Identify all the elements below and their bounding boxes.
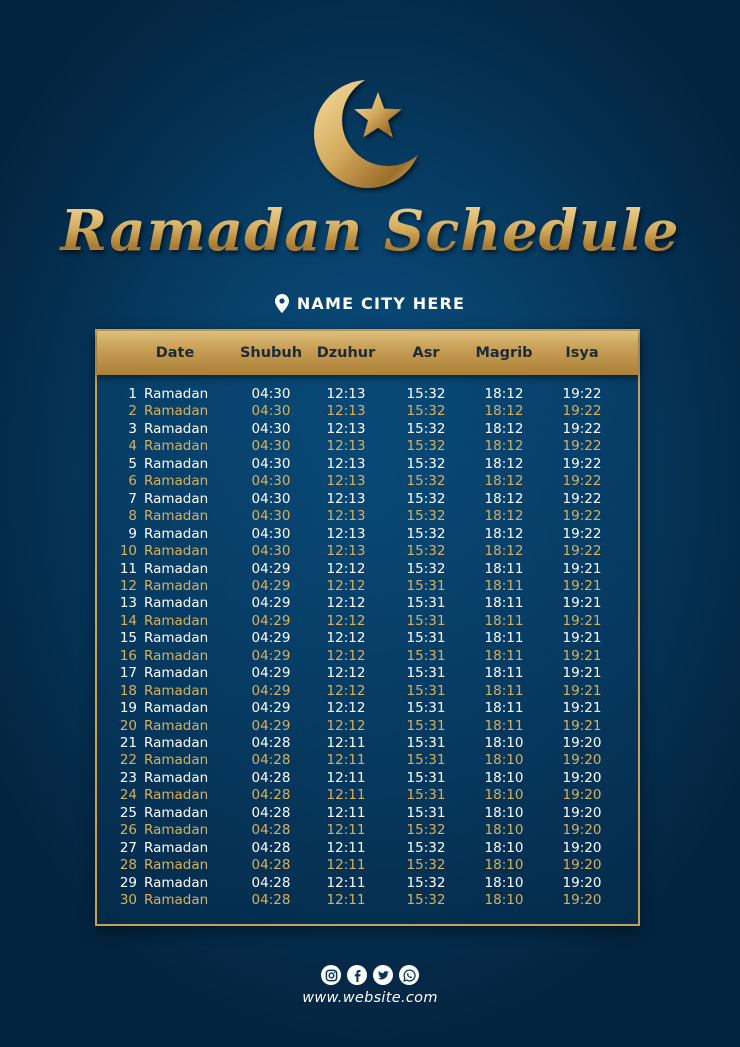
- table-row: [97, 386, 638, 403]
- row-month: Ramadan: [144, 630, 209, 647]
- row-asr: 15:32: [406, 525, 446, 542]
- row-dzuhur: 12:11: [326, 822, 366, 839]
- row-isya: 19:22: [562, 403, 602, 420]
- row-month: Ramadan: [144, 508, 209, 525]
- row-shubuh: 04:28: [251, 769, 291, 786]
- row-dzuhur: 12:12: [326, 630, 366, 647]
- row-magrib: 18:11: [484, 665, 524, 682]
- city-location: [0, 291, 740, 315]
- row-month: Ramadan: [144, 735, 209, 751]
- row-month: Ramadan: [144, 839, 209, 856]
- row-dzuhur: 12:12: [326, 665, 366, 682]
- table-row: [97, 456, 638, 473]
- row-month: Ramadan: [144, 682, 209, 699]
- row-day: 19: [119, 700, 137, 717]
- row-magrib: 18:11: [484, 682, 524, 699]
- row-day: 5: [128, 455, 137, 472]
- row-asr: 15:31: [406, 700, 446, 717]
- row-dzuhur: 12:11: [326, 787, 366, 804]
- row-shubuh: 04:28: [251, 822, 291, 839]
- table-row: [97, 857, 638, 874]
- row-shubuh: 04:28: [251, 857, 291, 874]
- header-asr: Asr: [412, 345, 440, 361]
- row-shubuh: 04:28: [251, 735, 291, 751]
- row-asr: 15:31: [406, 630, 446, 647]
- row-asr: 15:32: [406, 508, 446, 525]
- row-asr: 15:32: [406, 386, 446, 402]
- row-day: 14: [119, 612, 137, 629]
- row-magrib: 18:10: [484, 787, 524, 804]
- table-row: [97, 718, 638, 735]
- row-isya: 19:22: [562, 473, 602, 490]
- row-shubuh: 04:29: [251, 560, 291, 577]
- row-asr: 15:31: [406, 804, 446, 821]
- row-month: Ramadan: [144, 490, 209, 507]
- facebook-icon[interactable]: [347, 965, 367, 985]
- row-day: 13: [119, 595, 137, 612]
- row-month: Ramadan: [144, 577, 209, 594]
- social-links: [0, 965, 740, 987]
- header-shubuh: Shubuh: [239, 345, 303, 361]
- row-day: 7: [128, 490, 137, 507]
- row-asr: 15:31: [406, 612, 446, 629]
- row-magrib: 18:11: [484, 630, 524, 647]
- row-isya: 19:20: [562, 839, 602, 856]
- city-name: NAME CITY HERE: [296, 293, 466, 313]
- row-shubuh: 04:29: [251, 665, 291, 682]
- row-day: 30: [119, 892, 137, 909]
- row-dzuhur: 12:13: [326, 525, 366, 542]
- row-shubuh: 04:28: [251, 839, 291, 856]
- row-isya: 19:20: [562, 752, 602, 769]
- crescent-star-icon: [310, 72, 432, 194]
- row-shubuh: 04:29: [251, 612, 291, 629]
- row-isya: 19:20: [562, 787, 602, 804]
- row-shubuh: 04:30: [251, 508, 291, 525]
- row-month: Ramadan: [144, 403, 209, 420]
- row-isya: 19:20: [562, 769, 602, 786]
- row-asr: 15:31: [406, 665, 446, 682]
- row-day: 29: [119, 874, 137, 891]
- row-day: 3: [128, 420, 137, 437]
- row-magrib: 18:12: [484, 543, 524, 560]
- row-isya: 19:21: [562, 700, 602, 717]
- row-dzuhur: 12:13: [326, 508, 366, 525]
- row-dzuhur: 12:11: [326, 839, 366, 856]
- schedule-table: [95, 329, 640, 926]
- row-day: 4: [128, 438, 137, 455]
- row-magrib: 18:12: [484, 473, 524, 490]
- row-isya: 19:21: [562, 630, 602, 647]
- header-date: Date: [155, 345, 195, 361]
- row-isya: 19:22: [562, 543, 602, 560]
- table-row: [97, 491, 638, 508]
- row-day: 28: [119, 857, 137, 874]
- row-magrib: 18:10: [484, 874, 524, 891]
- row-month: Ramadan: [144, 612, 209, 629]
- row-magrib: 18:10: [484, 752, 524, 769]
- table-row: [97, 735, 638, 752]
- row-month: Ramadan: [144, 525, 209, 542]
- row-magrib: 18:12: [484, 490, 524, 507]
- table-row: [97, 508, 638, 525]
- whatsapp-icon[interactable]: [399, 965, 419, 985]
- row-shubuh: 04:29: [251, 577, 291, 594]
- row-dzuhur: 12:12: [326, 717, 366, 734]
- row-day: 9: [128, 525, 137, 542]
- table-row: [97, 526, 638, 543]
- row-dzuhur: 12:12: [326, 682, 366, 699]
- row-dzuhur: 12:13: [326, 455, 366, 472]
- row-magrib: 18:11: [484, 647, 524, 664]
- table-row: [97, 875, 638, 892]
- row-month: Ramadan: [144, 595, 209, 612]
- row-dzuhur: 12:13: [326, 438, 366, 455]
- row-dzuhur: 12:11: [326, 857, 366, 874]
- table-row: [97, 473, 638, 490]
- row-asr: 15:31: [406, 752, 446, 769]
- row-isya: 19:22: [562, 386, 602, 402]
- row-magrib: 18:10: [484, 857, 524, 874]
- row-day: 24: [119, 787, 137, 804]
- row-dzuhur: 12:11: [326, 804, 366, 821]
- row-day: 21: [119, 735, 137, 751]
- table-row: [97, 752, 638, 769]
- row-day: 16: [119, 647, 137, 664]
- row-asr: 15:31: [406, 787, 446, 804]
- row-magrib: 18:12: [484, 508, 524, 525]
- row-asr: 15:32: [406, 839, 446, 856]
- row-shubuh: 04:28: [251, 874, 291, 891]
- row-dzuhur: 12:12: [326, 560, 366, 577]
- table-row: [97, 543, 638, 560]
- row-isya: 19:21: [562, 647, 602, 664]
- row-asr: 15:31: [406, 595, 446, 612]
- row-day: 18: [119, 682, 137, 699]
- row-month: Ramadan: [144, 386, 209, 402]
- row-day: 8: [128, 508, 137, 525]
- row-month: Ramadan: [144, 438, 209, 455]
- row-isya: 19:20: [562, 822, 602, 839]
- row-asr: 15:32: [406, 543, 446, 560]
- row-magrib: 18:12: [484, 386, 524, 402]
- table-header: [97, 331, 638, 375]
- row-magrib: 18:10: [484, 735, 524, 751]
- header-magrib: Magrib: [475, 345, 533, 361]
- table-row: [97, 787, 638, 804]
- row-dzuhur: 12:12: [326, 595, 366, 612]
- row-asr: 15:32: [406, 438, 446, 455]
- row-asr: 15:31: [406, 769, 446, 786]
- row-day: 6: [128, 473, 137, 490]
- row-magrib: 18:10: [484, 804, 524, 821]
- row-month: Ramadan: [144, 473, 209, 490]
- row-dzuhur: 12:12: [326, 577, 366, 594]
- table-row: [97, 595, 638, 612]
- row-dzuhur: 12:12: [326, 612, 366, 629]
- row-isya: 19:21: [562, 612, 602, 629]
- row-dzuhur: 12:11: [326, 752, 366, 769]
- table-row: [97, 648, 638, 665]
- header-dzuhur: Dzuhur: [316, 345, 376, 361]
- row-asr: 15:31: [406, 647, 446, 664]
- row-isya: 19:22: [562, 525, 602, 542]
- row-shubuh: 04:30: [251, 403, 291, 420]
- row-dzuhur: 12:13: [326, 473, 366, 490]
- row-magrib: 18:11: [484, 595, 524, 612]
- row-month: Ramadan: [144, 665, 209, 682]
- row-month: Ramadan: [144, 543, 209, 560]
- row-day: 17: [119, 665, 137, 682]
- row-day: 10: [119, 543, 137, 560]
- row-isya: 19:22: [562, 490, 602, 507]
- table-row: [97, 892, 638, 909]
- row-asr: 15:32: [406, 455, 446, 472]
- table-row: [97, 438, 638, 455]
- row-shubuh: 04:30: [251, 420, 291, 437]
- row-magrib: 18:11: [484, 717, 524, 734]
- row-day: 11: [119, 560, 137, 577]
- twitter-icon[interactable]: [373, 965, 393, 985]
- row-shubuh: 04:30: [251, 490, 291, 507]
- row-month: Ramadan: [144, 420, 209, 437]
- row-magrib: 18:10: [484, 892, 524, 909]
- table-row: [97, 665, 638, 682]
- row-asr: 15:32: [406, 822, 446, 839]
- row-magrib: 18:10: [484, 822, 524, 839]
- row-isya: 19:22: [562, 508, 602, 525]
- row-dzuhur: 12:13: [326, 403, 366, 420]
- row-month: Ramadan: [144, 455, 209, 472]
- row-shubuh: 04:30: [251, 543, 291, 560]
- row-magrib: 18:12: [484, 525, 524, 542]
- row-asr: 15:31: [406, 717, 446, 734]
- row-month: Ramadan: [144, 717, 209, 734]
- row-magrib: 18:11: [484, 560, 524, 577]
- row-day: 26: [119, 822, 137, 839]
- row-isya: 19:22: [562, 420, 602, 437]
- table-row: [97, 561, 638, 578]
- row-month: Ramadan: [144, 700, 209, 717]
- row-dzuhur: 12:13: [326, 543, 366, 560]
- row-dzuhur: 12:13: [326, 386, 366, 402]
- row-isya: 19:22: [562, 455, 602, 472]
- row-month: Ramadan: [144, 560, 209, 577]
- row-month: Ramadan: [144, 822, 209, 839]
- row-shubuh: 04:28: [251, 752, 291, 769]
- website-link[interactable]: www.website.com: [302, 990, 438, 1006]
- row-shubuh: 04:29: [251, 682, 291, 699]
- row-asr: 15:32: [406, 874, 446, 891]
- row-month: Ramadan: [144, 874, 209, 891]
- row-shubuh: 04:30: [251, 525, 291, 542]
- row-magrib: 18:12: [484, 455, 524, 472]
- row-shubuh: 04:29: [251, 647, 291, 664]
- row-asr: 15:32: [406, 420, 446, 437]
- table-row: [97, 403, 638, 420]
- row-shubuh: 04:29: [251, 700, 291, 717]
- row-isya: 19:21: [562, 595, 602, 612]
- row-dzuhur: 12:13: [326, 490, 366, 507]
- row-dzuhur: 12:11: [326, 735, 366, 751]
- row-day: 20: [119, 717, 137, 734]
- row-asr: 15:32: [406, 490, 446, 507]
- table-row: [97, 700, 638, 717]
- row-day: 27: [119, 839, 137, 856]
- header-isya: Isya: [565, 345, 599, 361]
- row-isya: 19:21: [562, 577, 602, 594]
- row-shubuh: 04:28: [251, 892, 291, 909]
- row-isya: 19:20: [562, 857, 602, 874]
- row-day: 23: [119, 769, 137, 786]
- row-shubuh: 04:30: [251, 455, 291, 472]
- row-dzuhur: 12:11: [326, 874, 366, 891]
- table-row: [97, 770, 638, 787]
- table-row: [97, 683, 638, 700]
- row-dzuhur: 12:11: [326, 769, 366, 786]
- table-row: [97, 421, 638, 438]
- table-row: [97, 822, 638, 839]
- table-row: [97, 578, 638, 595]
- row-asr: 15:32: [406, 560, 446, 577]
- row-asr: 15:32: [406, 857, 446, 874]
- row-month: Ramadan: [144, 752, 209, 769]
- page-title: Ramadan Schedule: [0, 198, 740, 264]
- row-magrib: 18:10: [484, 839, 524, 856]
- row-day: 22: [119, 752, 137, 769]
- row-dzuhur: 12:12: [326, 647, 366, 664]
- row-day: 25: [119, 804, 137, 821]
- row-isya: 19:21: [562, 560, 602, 577]
- row-asr: 15:32: [406, 473, 446, 490]
- row-asr: 15:31: [406, 682, 446, 699]
- row-month: Ramadan: [144, 804, 209, 821]
- row-month: Ramadan: [144, 787, 209, 804]
- row-magrib: 18:12: [484, 403, 524, 420]
- row-month: Ramadan: [144, 892, 209, 909]
- row-shubuh: 04:29: [251, 717, 291, 734]
- row-shubuh: 04:29: [251, 595, 291, 612]
- row-isya: 19:21: [562, 717, 602, 734]
- row-asr: 15:32: [406, 892, 446, 909]
- row-isya: 19:22: [562, 438, 602, 455]
- row-shubuh: 04:29: [251, 630, 291, 647]
- row-shubuh: 04:30: [251, 438, 291, 455]
- row-month: Ramadan: [144, 769, 209, 786]
- row-dzuhur: 12:12: [326, 700, 366, 717]
- row-magrib: 18:10: [484, 769, 524, 786]
- row-day: 2: [128, 403, 137, 420]
- row-day: 12: [119, 577, 137, 594]
- row-magrib: 18:12: [484, 420, 524, 437]
- row-day: 15: [119, 630, 137, 647]
- table-row: [97, 630, 638, 647]
- table-row: [97, 613, 638, 630]
- row-isya: 19:20: [562, 804, 602, 821]
- row-magrib: 18:12: [484, 438, 524, 455]
- instagram-icon[interactable]: [321, 965, 341, 985]
- row-dzuhur: 12:13: [326, 420, 366, 437]
- table-row: [97, 805, 638, 822]
- row-magrib: 18:11: [484, 577, 524, 594]
- row-asr: 15:31: [406, 577, 446, 594]
- row-shubuh: 04:28: [251, 787, 291, 804]
- row-magrib: 18:11: [484, 612, 524, 629]
- row-isya: 19:21: [562, 682, 602, 699]
- row-asr: 15:32: [406, 403, 446, 420]
- row-shubuh: 04:30: [251, 473, 291, 490]
- row-shubuh: 04:28: [251, 804, 291, 821]
- row-day: 1: [128, 386, 137, 402]
- row-isya: 19:21: [562, 665, 602, 682]
- row-month: Ramadan: [144, 647, 209, 664]
- table-row: [97, 840, 638, 857]
- row-isya: 19:20: [562, 874, 602, 891]
- row-isya: 19:20: [562, 892, 602, 909]
- row-isya: 19:20: [562, 735, 602, 751]
- row-magrib: 18:11: [484, 700, 524, 717]
- row-dzuhur: 12:11: [326, 892, 366, 909]
- row-month: Ramadan: [144, 857, 209, 874]
- location-pin-icon: [275, 294, 289, 313]
- row-shubuh: 04:30: [251, 386, 291, 402]
- row-asr: 15:31: [406, 735, 446, 751]
